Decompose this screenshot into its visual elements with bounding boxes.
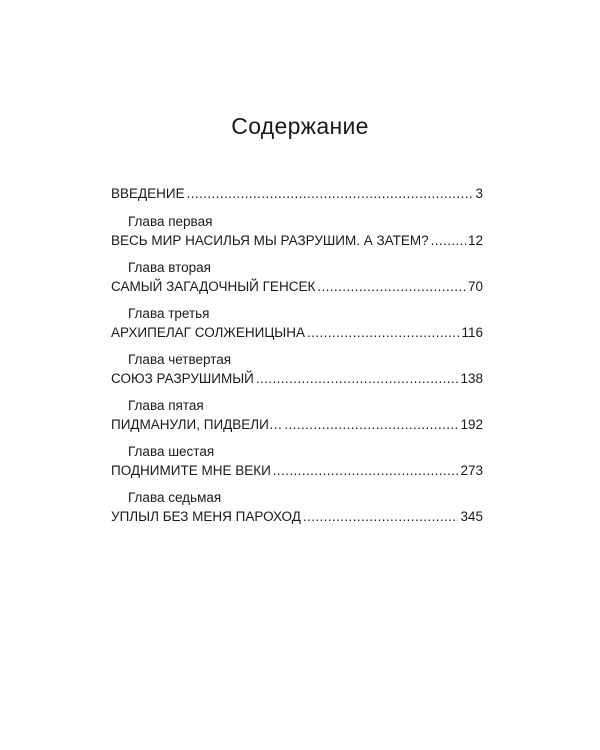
toc-entry-title: ПИДМАНУЛИ, ПИДВЕЛИ… — [111, 417, 283, 432]
toc-entry-title: САМЫЙ ЗАГАДОЧНЫЙ ГЕНСЕК — [111, 279, 316, 294]
toc-page-number: 345 — [460, 509, 483, 524]
chapter-label: Глава пятая — [128, 398, 204, 413]
toc-entry-chapter-5[interactable] — [111, 397, 483, 434]
toc-entry-line — [111, 184, 483, 203]
toc-entry-line — [111, 231, 483, 250]
toc-page-number: 138 — [460, 371, 483, 386]
page-title: Содержание — [231, 113, 369, 139]
toc-entry-chapter-3[interactable] — [111, 305, 483, 342]
toc-entry-chapter-1[interactable] — [111, 213, 483, 250]
toc-page-number: 12 — [467, 233, 483, 248]
toc-entry-title: СОЮЗ РАЗРУШИМЫЙ — [111, 371, 254, 386]
chapter-label: Глава вторая — [128, 260, 211, 275]
toc-entry-chapter-7[interactable] — [111, 489, 483, 526]
toc-entry-chapter-2[interactable] — [111, 259, 483, 296]
dot-leader — [317, 277, 466, 296]
toc-page-number: 3 — [475, 186, 483, 201]
toc-entry-chapter-6[interactable] — [111, 443, 483, 480]
toc-entry-title: АРХИПЕЛАГ СОЛЖЕНИЦЫНА — [111, 325, 306, 340]
dot-leader — [303, 507, 459, 526]
toc-entry-line — [111, 369, 483, 388]
toc-entry-line — [111, 277, 483, 296]
dot-leader — [284, 415, 458, 434]
table-of-contents — [111, 184, 483, 526]
toc-page-number: 273 — [460, 463, 483, 478]
toc-entry-line — [111, 323, 483, 342]
toc-entry-line — [111, 461, 483, 480]
toc-entry-title: ПОДНИМИТЕ МНЕ ВЕКИ — [111, 463, 271, 478]
toc-entry-line — [111, 415, 483, 434]
toc-page-number: 116 — [461, 325, 483, 340]
dot-leader — [273, 461, 459, 480]
dot-leader — [187, 184, 474, 203]
toc-entry-title: ВЕСЬ МИР НАСИЛЬЯ МЫ РАЗРУШИМ. А ЗАТЕМ? — [111, 233, 429, 248]
dot-leader — [307, 323, 459, 342]
toc-entry-line — [111, 507, 483, 526]
chapter-label: Глава седьмая — [128, 490, 222, 505]
toc-page-number: 192 — [460, 417, 483, 432]
toc-entry-intro[interactable] — [111, 184, 483, 203]
chapter-label: Глава четвертая — [128, 352, 232, 367]
chapter-label: Глава третья — [128, 306, 210, 321]
chapter-label: Глава первая — [128, 214, 213, 229]
toc-entry-title: УПЛЫЛ БЕЗ МЕНЯ ПАРОХОД — [111, 509, 301, 524]
toc-entry-chapter-4[interactable] — [111, 351, 483, 388]
toc-page-number: 70 — [467, 279, 483, 294]
toc-entry-title: ВВЕДЕНИЕ — [111, 186, 185, 201]
chapter-label: Глава шестая — [128, 444, 215, 459]
dot-leader — [431, 231, 466, 250]
dot-leader — [256, 369, 459, 388]
